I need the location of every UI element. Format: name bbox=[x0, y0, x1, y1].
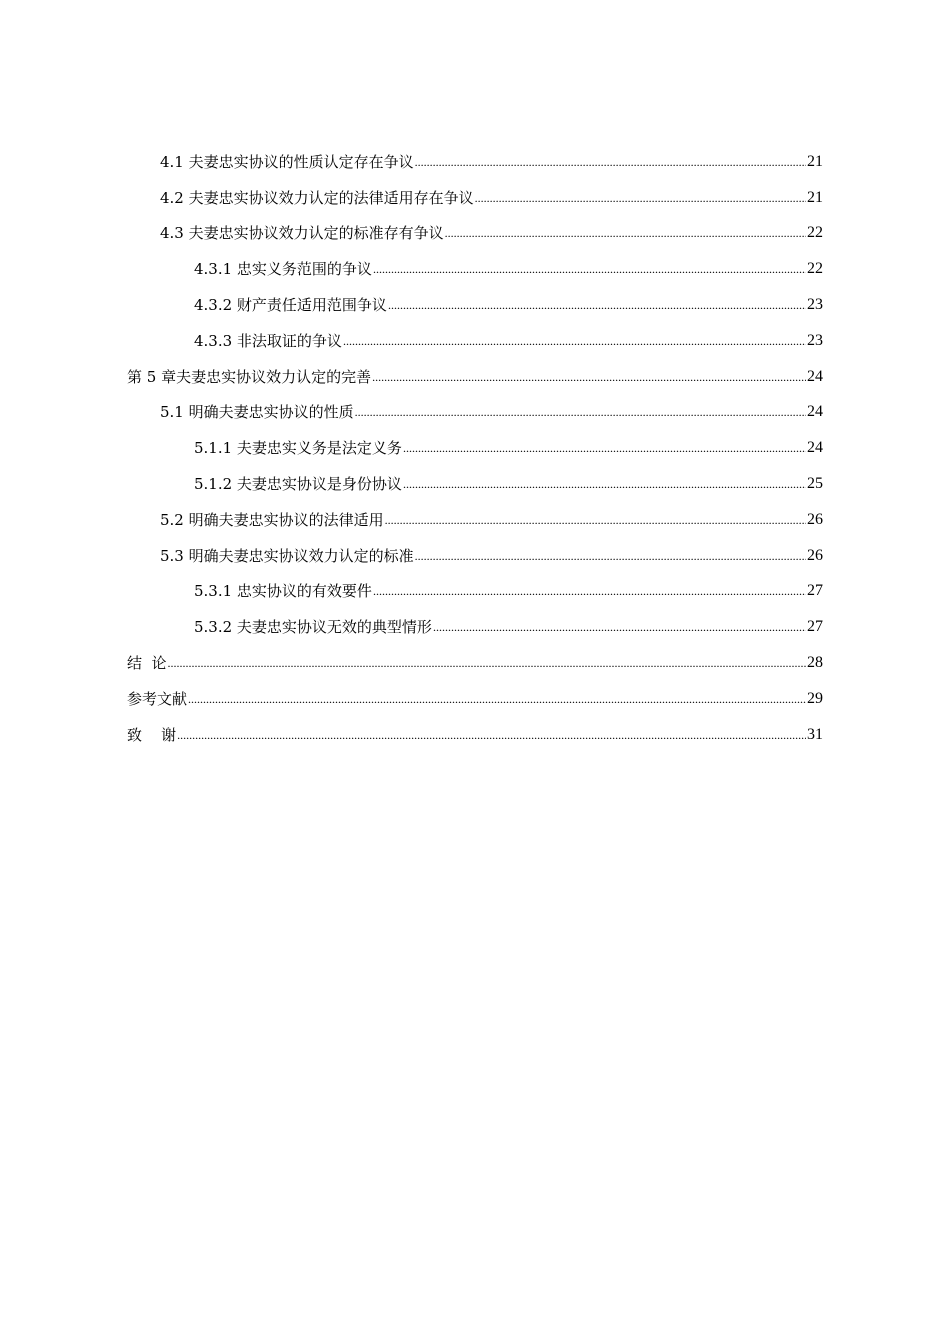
toc-dot-leader bbox=[373, 580, 806, 601]
toc-entry[interactable] bbox=[127, 243, 823, 279]
toc-entry[interactable] bbox=[127, 136, 823, 172]
toc-entry-title: 5.2 明确夫妻忠实协议的法律适用 bbox=[160, 510, 384, 529]
toc-entry[interactable] bbox=[127, 530, 823, 566]
toc-entry-page: 23 bbox=[807, 331, 823, 349]
toc-dot-leader bbox=[415, 545, 806, 566]
toc-entry-title: 5.3.2 夫妻忠实协议无效的典型情形 bbox=[194, 618, 432, 637]
toc-entry-title: 致 谢 bbox=[127, 725, 177, 744]
toc-entry-title: 参考文献 bbox=[127, 689, 188, 708]
toc-entry-references[interactable] bbox=[127, 673, 823, 709]
toc-entry[interactable] bbox=[127, 494, 823, 530]
toc-entry[interactable] bbox=[127, 387, 823, 423]
toc-entry-page: 28 bbox=[807, 653, 823, 671]
toc-entry-title: 4.3.3 非法取证的争议 bbox=[194, 331, 342, 350]
toc-entry-acknowledgements[interactable] bbox=[127, 709, 823, 745]
toc-entry[interactable] bbox=[127, 172, 823, 208]
toc-dot-leader bbox=[475, 187, 806, 208]
toc-entry[interactable] bbox=[127, 566, 823, 602]
toc-entry-page: 21 bbox=[807, 152, 823, 170]
toc-dot-leader bbox=[445, 222, 806, 243]
toc-entry-page: 22 bbox=[807, 260, 823, 278]
toc-entry[interactable] bbox=[127, 315, 823, 351]
toc-entry[interactable] bbox=[127, 279, 823, 315]
toc-entry-page: 23 bbox=[807, 295, 823, 313]
toc-entry-page: 22 bbox=[807, 224, 823, 242]
toc-dot-leader bbox=[168, 652, 806, 673]
toc-entry-title: 4.3 夫妻忠实协议效力认定的标准存有争议 bbox=[160, 224, 444, 243]
toc-entry-page: 24 bbox=[807, 403, 823, 421]
toc-dot-leader bbox=[385, 509, 806, 530]
toc-dot-leader bbox=[355, 401, 806, 422]
toc-entry[interactable] bbox=[127, 422, 823, 458]
toc-dot-leader bbox=[372, 366, 806, 387]
toc-entry-title: 5.3 明确夫妻忠实协议效力认定的标准 bbox=[160, 546, 414, 565]
toc-entry-conclusion[interactable] bbox=[127, 637, 823, 673]
table-of-contents bbox=[127, 136, 823, 745]
toc-entry-title: 4.2 夫妻忠实协议效力认定的法律适用存在争议 bbox=[160, 188, 474, 207]
toc-dot-leader bbox=[403, 437, 806, 458]
toc-entry-title: 结 论 bbox=[127, 653, 167, 672]
toc-entry-page: 29 bbox=[807, 689, 823, 707]
toc-entry-page: 21 bbox=[807, 188, 823, 206]
toc-entry-chapter[interactable] bbox=[127, 351, 823, 387]
toc-dot-leader bbox=[388, 294, 806, 315]
toc-entry[interactable] bbox=[127, 208, 823, 244]
toc-entry-page: 25 bbox=[807, 474, 823, 492]
toc-dot-leader bbox=[433, 616, 806, 637]
toc-entry-title: 4.1 夫妻忠实协议的性质认定存在争议 bbox=[160, 152, 414, 171]
toc-entry-title: 5.1 明确夫妻忠实协议的性质 bbox=[160, 403, 354, 422]
toc-entry-page: 26 bbox=[807, 546, 823, 564]
toc-entry-page: 24 bbox=[807, 439, 823, 457]
toc-dot-leader bbox=[188, 688, 806, 709]
toc-entry-page: 27 bbox=[807, 618, 823, 636]
toc-entry-title: 5.1.1 夫妻忠实义务是法定义务 bbox=[194, 439, 402, 458]
toc-entry-page: 26 bbox=[807, 510, 823, 528]
toc-entry-title: 4.3.2 财产责任适用范围争议 bbox=[194, 295, 387, 314]
toc-dot-leader bbox=[373, 258, 806, 279]
toc-entry-title: 5.3.1 忠实协议的有效要件 bbox=[194, 582, 372, 601]
toc-dot-leader bbox=[415, 151, 806, 172]
toc-dot-leader bbox=[177, 724, 806, 745]
toc-dot-leader bbox=[403, 473, 806, 494]
toc-dot-leader bbox=[343, 330, 806, 351]
toc-entry-title: 4.3.1 忠实义务范围的争议 bbox=[194, 260, 372, 279]
toc-entry[interactable] bbox=[127, 458, 823, 494]
toc-entry-page: 31 bbox=[807, 725, 823, 743]
toc-entry-title: 第 5 章夫妻忠实协议效力认定的完善 bbox=[127, 367, 372, 386]
toc-entry-title: 5.1.2 夫妻忠实协议是身份协议 bbox=[194, 474, 402, 493]
toc-entry[interactable] bbox=[127, 601, 823, 637]
toc-entry-page: 24 bbox=[807, 367, 823, 385]
toc-entry-page: 27 bbox=[807, 582, 823, 600]
